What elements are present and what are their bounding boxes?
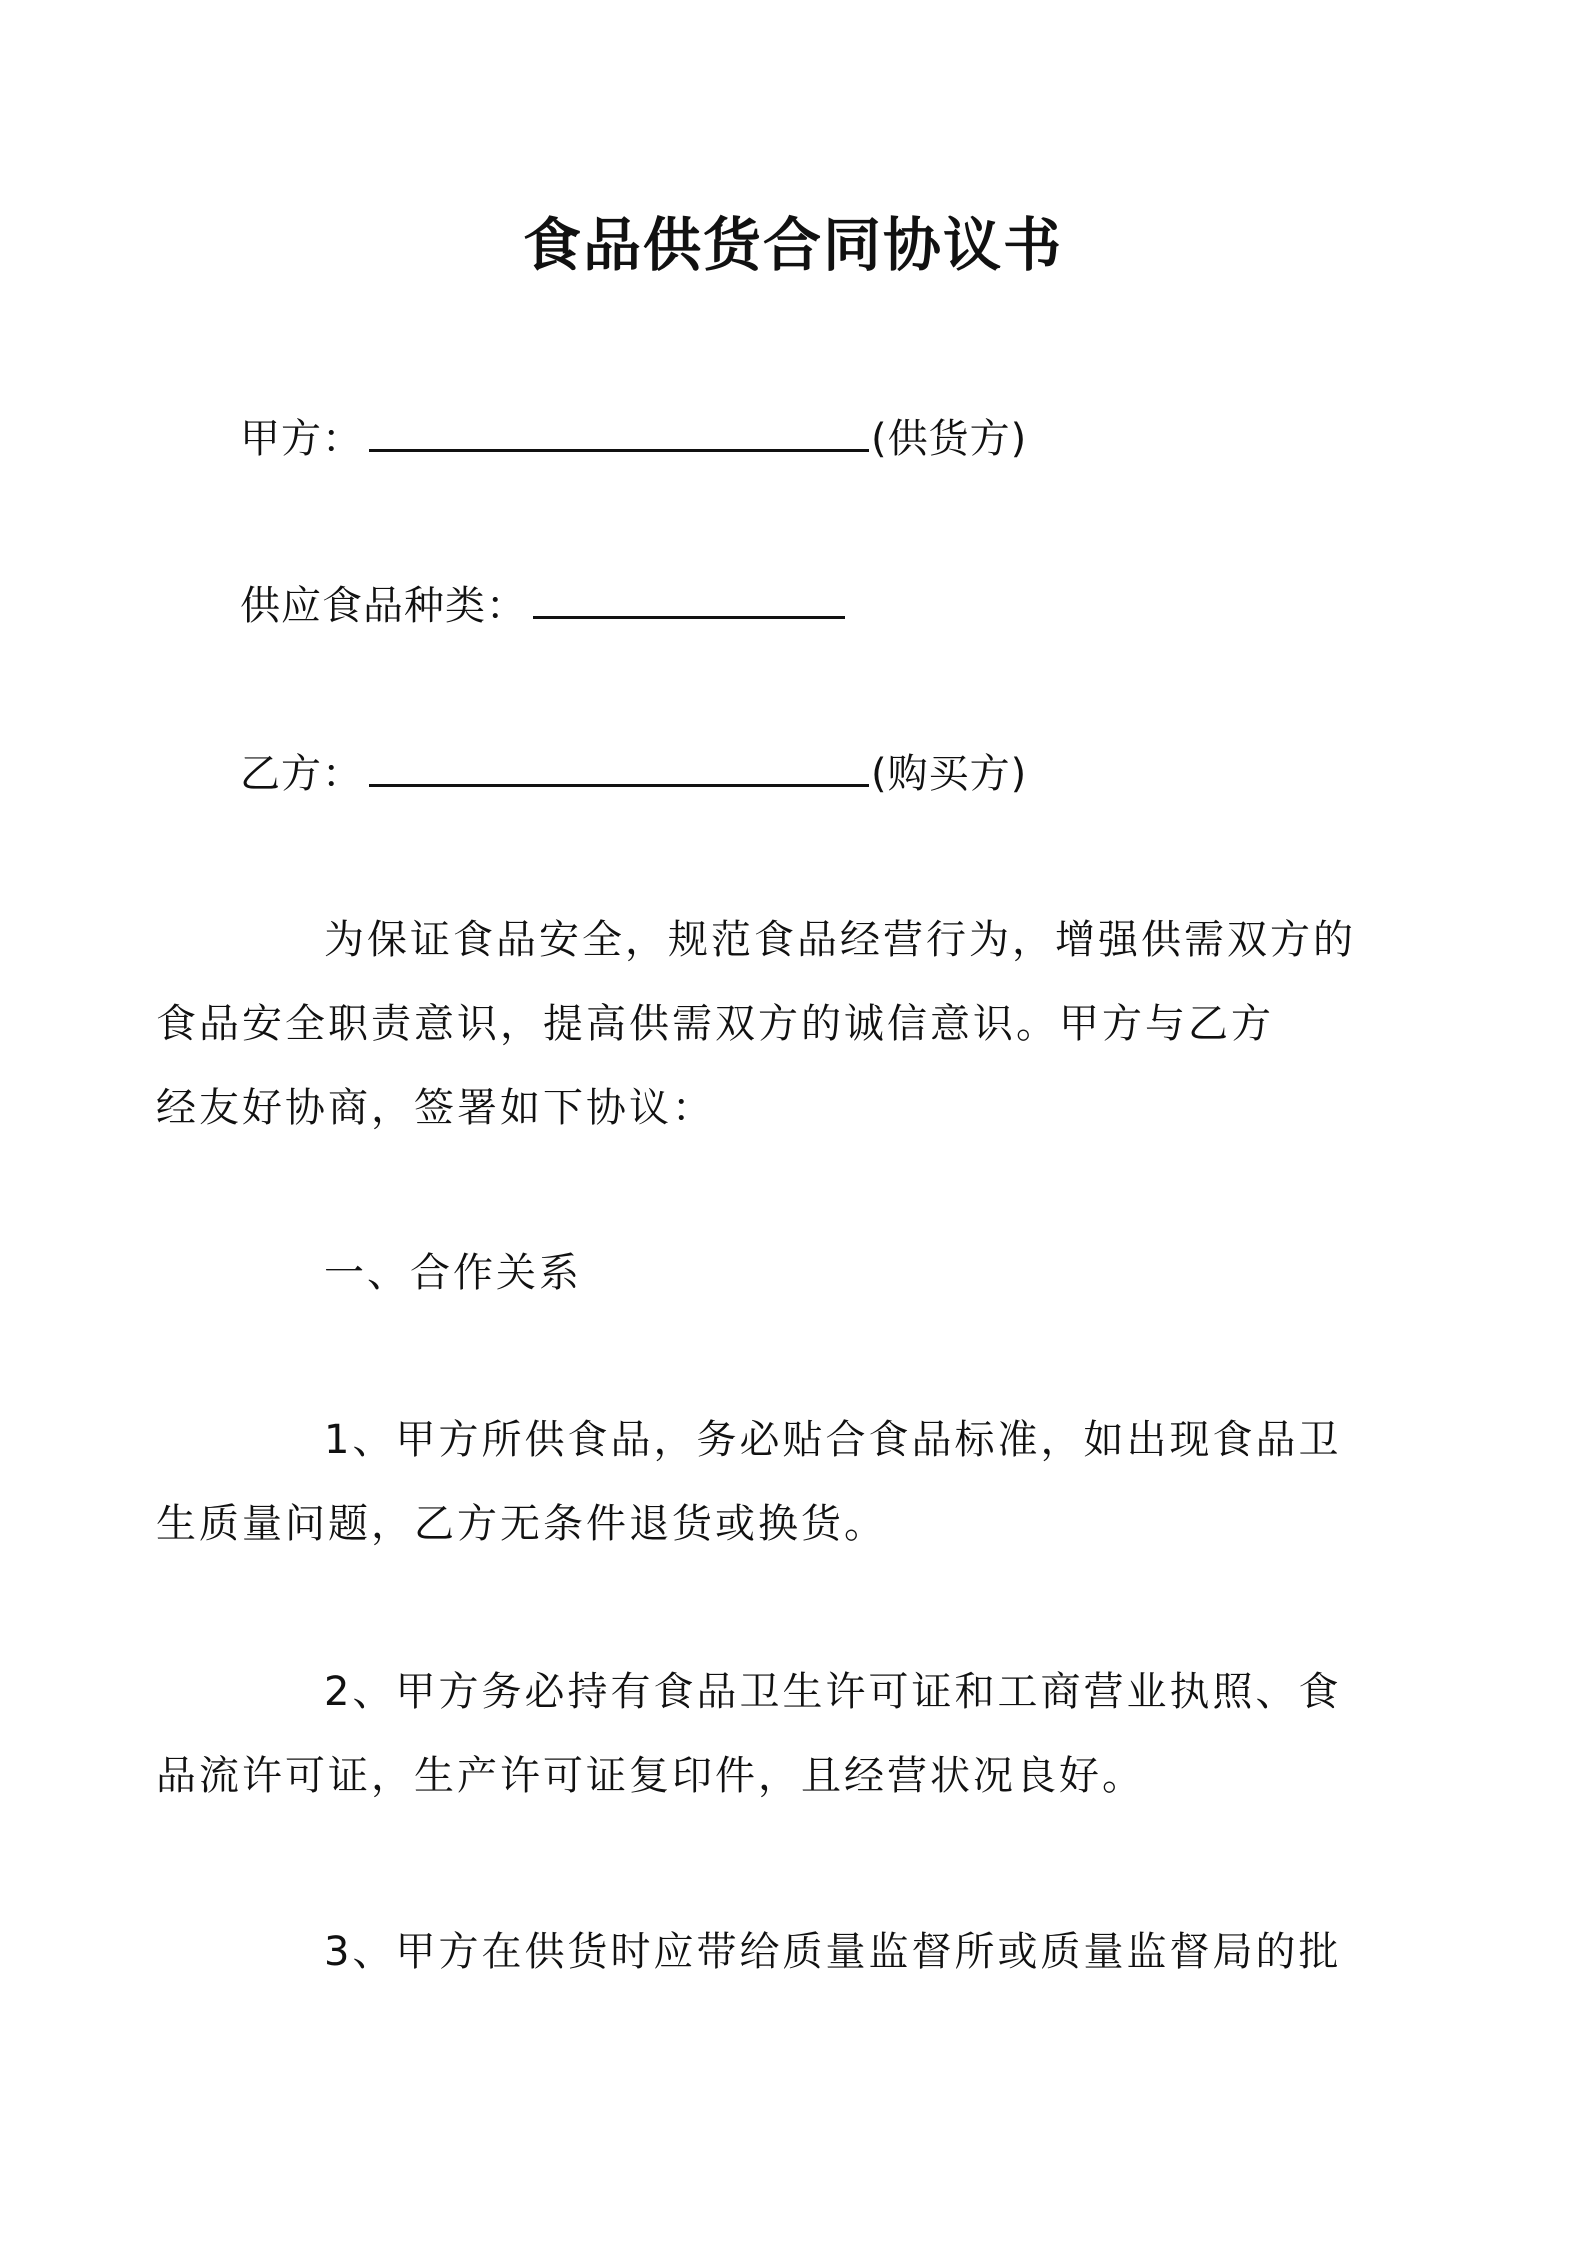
clause-line: 品流许可证，生产许可证复印件，且经营状况良好。 (156, 1753, 1145, 1799)
document-title: 食品供货合同协议书 (522, 211, 1063, 279)
food-type-blank-line (533, 572, 845, 619)
party-b-role: (购买方) (871, 751, 1028, 797)
party-a-field (240, 405, 1027, 469)
clause-1 (156, 1398, 1360, 1566)
intro-line: 经友好协商，签署如下协议： (156, 1085, 715, 1131)
clause-line: 1、甲方所供食品，务必贴合食品标准，如出现食品卫 (324, 1417, 1342, 1463)
party-a-role: (供货方) (871, 416, 1028, 462)
clause-line: 2、甲方务必持有食品卫生许可证和工商营业执照、食 (324, 1669, 1342, 1715)
clause-line: 生质量问题，乙方无条件退货或换货。 (156, 1501, 887, 1547)
section-heading-cooperation: 一、合作关系 (324, 1250, 582, 1296)
party-a-blank-line (369, 405, 869, 452)
clause-2 (156, 1650, 1360, 1818)
clause-3 (240, 1910, 1360, 1994)
party-b-label: 乙方： (240, 751, 363, 797)
food-type-field (240, 572, 847, 636)
intro-paragraph (156, 898, 1360, 1150)
party-a-label: 甲方： (240, 416, 363, 462)
party-b-blank-line (369, 740, 869, 787)
party-b-field (240, 740, 1027, 804)
clause-line: 3、甲方在供货时应带给质量监督所或质量监督局的批 (324, 1929, 1342, 1975)
food-type-label: 供应食品种类： (240, 583, 527, 629)
intro-line: 食品安全职责意识，提高供需双方的诚信意识。甲方与乙方 (156, 1001, 1274, 1047)
intro-line: 为保证食品安全，规范食品经营行为，增强供需双方的 (324, 917, 1356, 963)
